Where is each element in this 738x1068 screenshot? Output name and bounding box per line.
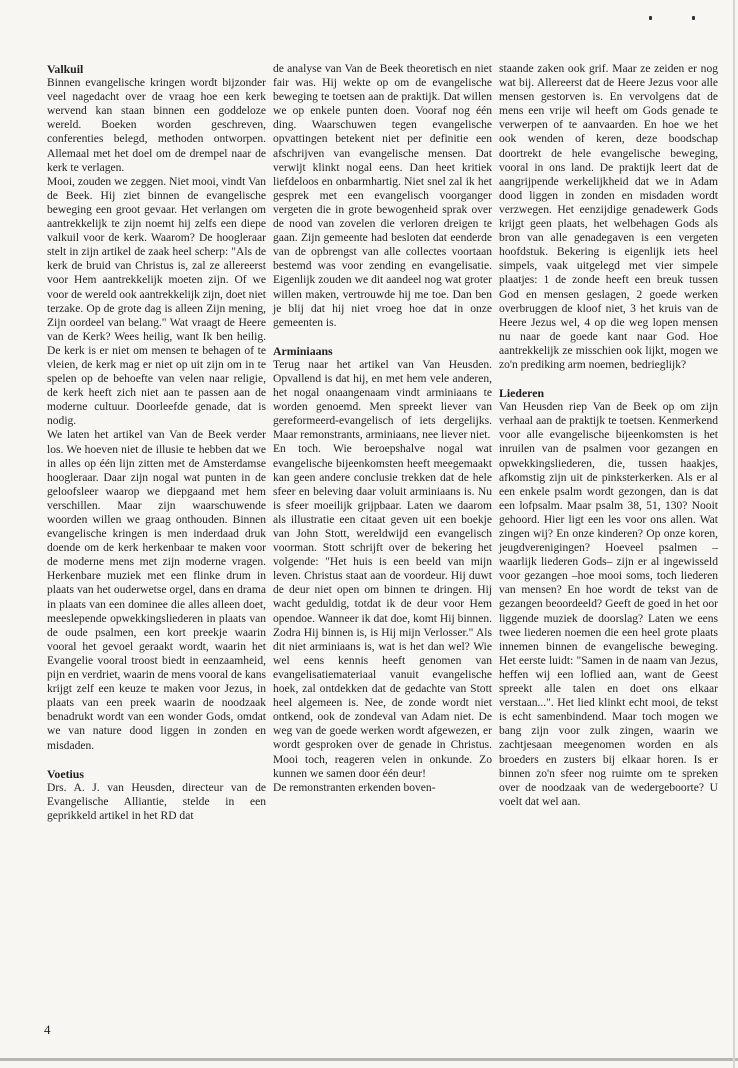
body-paragraph: Terug naar het artikel van Van Heusden. Opvallend is dat hij, en met hem vele anderen, het nogal onaangenaam vindt arminiaans te worden genoemd. Men spreekt liever van gereformeerd-evangelisch of iets dergelijks. Maar remonstrants, arminiaans, nee liever niet. bbox=[273, 358, 492, 442]
section-spacer bbox=[273, 330, 492, 344]
body-paragraph: Binnen evangelische kringen wordt bijzonder veel nagedacht over de vraag hoe een kerk wervend kan staan binnen een goddeloze wereld. Boeken worden geschreven, conferenties belegd, methoden ontworpen. Allemaal met het doel om de drempel naar de kerk te verlagen. bbox=[47, 77, 266, 174]
section-heading: Valkuil bbox=[47, 62, 84, 76]
body-paragraph: We laten het artikel van Van de Beek verder los. We hoeven niet de illusie te hebben dat we in alles op één lijn zitten met de Amsterdamse hoogleraar. Daar zijn nogal wat punten in de geloofsleer waarop we diepgaand met hem verschillen. Maar zijn waarschuwende woorden willen we graag onthouden. Binnen evangelische kringen is men inderdaad druk doende om de kerk herkenbaar te maken voor de moderne mens met zijn moderne vragen. Herkenbare muziek met een flinke drum in plaats van het ouderwetse orgel, dans en drama in plaats van een dominee die alles alleen doet, meeslepende opwekkingsliederen in plaats van de oude psalmen, een kort preekje waarin vooral het gevoel geraakt wordt, waarin het Evangelie vooral troost biedt in eenzaamheid, pijn en verdriet, waarin de mens vooral de kans krijgt zelf een keuze te maken voor Jezus, in plaats van een preek waarin de noodzaak benadrukt wordt van een wonder Gods, omdat we van nature dood liggen in zonden en misdaden. bbox=[47, 429, 266, 752]
scan-specks bbox=[0, 16, 738, 26]
section-heading: Liederen bbox=[499, 386, 544, 401]
scan-speck bbox=[692, 16, 695, 20]
body-paragraph: En toch. Wie beroepshalve nogal wat evangelische bijeenkomsten heeft meegemaakt kan geen andere conclusie trekken dat de hele sfeer en beleving daar voluit arminiaans is. Nu is sfeer moeilijk grijpbaar. Laten we daarom als illustratie een citaat geven uit een boekje van John Stott, wereldwijd een evangelisch voorman. Stott schrijft over de bekering het volgende: "Het huis is een beeld van mijn leven. Christus staat aan de voordeur. Hij duwt de deur niet open om binnen te dringen. Hij wacht geduldig, totdat ik de deur voor Hem opendoe. Wanneer ik dat doe, komt Hij binnen. Zodra Hij binnen is, is Hij mijn Verlosser." Als dit niet arminiaans is, wat is het dan wel? Wie wel eens kennis heeft genomen van evangelisatiemateriaal vanuit evangelische hoek, zal ontdekken dat de gedachte van Stott heel algemeen is. Nee, de zonde wordt niet ontkend, ook de zondeval van Adam niet. De weg van de goede werken wordt afgewezen, er wordt gesproken over de genade in Christus. Mooi toch, reageren velen in onkunde. Zo kunnen we samen door één deur! bbox=[273, 443, 492, 780]
section-spacer bbox=[47, 753, 266, 767]
body-paragraph: Van Heusden riep Van de Beek op om zijn verhaal aan de praktijk te toetsen. Kenmerkend voor alle evangelische bijeenkomsten is het inruilen van de psalmen voor gezangen en opwekkingsliederen, die, tussen haakjes, afkomstig zijn uit de pinksterkerken. Als er al een enkele psalm wordt gezongen, dan is dat een lofpsalm. Maar psalm 38, 51, 130? Nooit gehoord. Hier ligt een les voor ons allen. Wat zingen wij? En onze kinderen? Op onze koren, jeugdverenigingen? Hoeveel psalmen –waarlijk liederen Gods– zijn er al ingewisseld voor gezangen –hoe mooi soms, toch liederen van mensen? En hoe wordt de tekst van de gezangen beoordeeld? Geeft de goed in het oor liggende muziek de doorslag? Laten we eens twee liederen noemen die een heel grote plaats innemen binnen de evangelische beweging. Het eerste luidt: "Samen in de naam van Jezus, heffen wij een loflied aan, want de Geest spreekt alle talen en doet ons elkaar verstaan...". Het lied klinkt echt mooi, de tekst is echt samenbindend. Maar toch mogen we bang zijn voor zulk zingen, waarin we zachtjesaan meegenomen worden en als broeders en zusters bij elkaar horen. Is er binnen zo'n sfeer nog ruimte om te spreken over de noodzaak van de wedergeboorte? U voelt dat wel aan. bbox=[499, 401, 718, 808]
body-paragraph: Drs. A. J. van Heusden, directeur van de Evangelische Alliantie, stelde in een geprikkeld artikel in het RD dat bbox=[47, 781, 266, 822]
section-heading: Arminiaans bbox=[273, 343, 333, 358]
body-paragraph: de analyse van Van de Beek theoretisch en niet fair was. Hij wekte op om de evangelische beweging te toetsen aan de praktijk. Dat willen we op enkele punten doen. Vooraf nog één ding. Waarschuwen tegen evangelische opvattingen betekent niet per definitie een afschrijven van evangelische mensen. Dat verwijt klinkt nogal eens. Dan heet kritiek liefdeloos en onbarmhartig. Niet snel zal ik het gesprek met een evangelisch voorganger vergeten die in grote bewogenheid sprak over de nood van zovelen die verloren dreigen te gaan. Zijn gemeente had besloten dat eenderde van de opbrengst van alle collectes voortaan bestemd was voor zending en evangelisatie. Eigenlijk zouden we dit aandeel nog wat groter willen maken, vertrouwde hij me toe. Dan ben je blij dat hij niet vroeg hoe dat in onze gemeenten is. bbox=[273, 63, 492, 329]
page-right-edge bbox=[733, 0, 735, 1068]
body-paragraph: staande zaken ook grif. Maar ze zeiden er nog wat bij. Allereerst dat de Heere Jezus voor alle mensen gestorven is. En vervolgens dat de mens een vrije wil heeft om Gods genade te verwerpen of te aanvaarden. En hoe we het ook wenden of keren, deze boodschap doortrekt de hele evangelische beweging, vooral in ons land. De praktijk leert dat de aangrijpende werkelijkheid dat we in Adam dood liggen in zonden en misdaden wordt verzwegen. Het eenzijdige genadewerk Gods krijgt geen plaats, het welbehagen Gods als bron van alle genadegaven is een vergeten hoofdstuk. Bekering is eigenlijk iets heel simpels, vaak uitgelegd met vier simpele plaatjes: 1 de zonde heeft een breuk tussen God en mensen geslagen, 2 goede werken overbruggen de kloof niet, 3 het kruis van de Heere Jezus wel, 4 op die weg lopen mensen nu naar de goede kant naar God. Hoe aantrekkelijk ze misschien ook lijkt, mogen we zo'n prediking arm noemen, bedrieglijk? bbox=[499, 63, 718, 371]
text-column-2 bbox=[273, 62, 492, 795]
page-bottom-edge bbox=[0, 1058, 738, 1061]
page-number: 4 bbox=[44, 1022, 51, 1037]
text-column-3 bbox=[499, 62, 718, 809]
body-paragraph: De remonstranten erkenden boven- bbox=[273, 781, 436, 794]
scan-speck bbox=[649, 16, 652, 20]
section-spacer bbox=[499, 372, 718, 386]
text-column-1 bbox=[47, 62, 266, 823]
body-paragraph: Mooi, zouden we zeggen. Niet mooi, vindt Van de Beek. Hij ziet binnen de evangelische beweging een groot gevaar. Het verlangen om aantrekkelijk te zijn noemt hij zelfs een diepe valkuil voor de kerk. Waarom? De hoogleraar stelt in zijn artikel de zaak heel scherp: "Als de kerk de bruid van Christus is, zal ze allereerst voor Hem aantrekkelijk moeten zijn. Of we voor de wereld ook aantrekkelijk zijn, doet niet terzake. Op de grote dag is alleen Zijn mening, Zijn oordeel van belang." Wat vraagt de Heere van de Kerk? Wees heilig, want Ik ben heilig. De kerk is er niet om mensen te behagen of te vleien, de kerk mag er niet op uit zijn om in te spelen op de behoefte van velen naar religie, de kerk heeft zich niet aan te passen aan de moderne cultuur. Doorleefde genade, dat is nodig. bbox=[47, 175, 266, 428]
section-heading: Voetius bbox=[47, 766, 84, 781]
